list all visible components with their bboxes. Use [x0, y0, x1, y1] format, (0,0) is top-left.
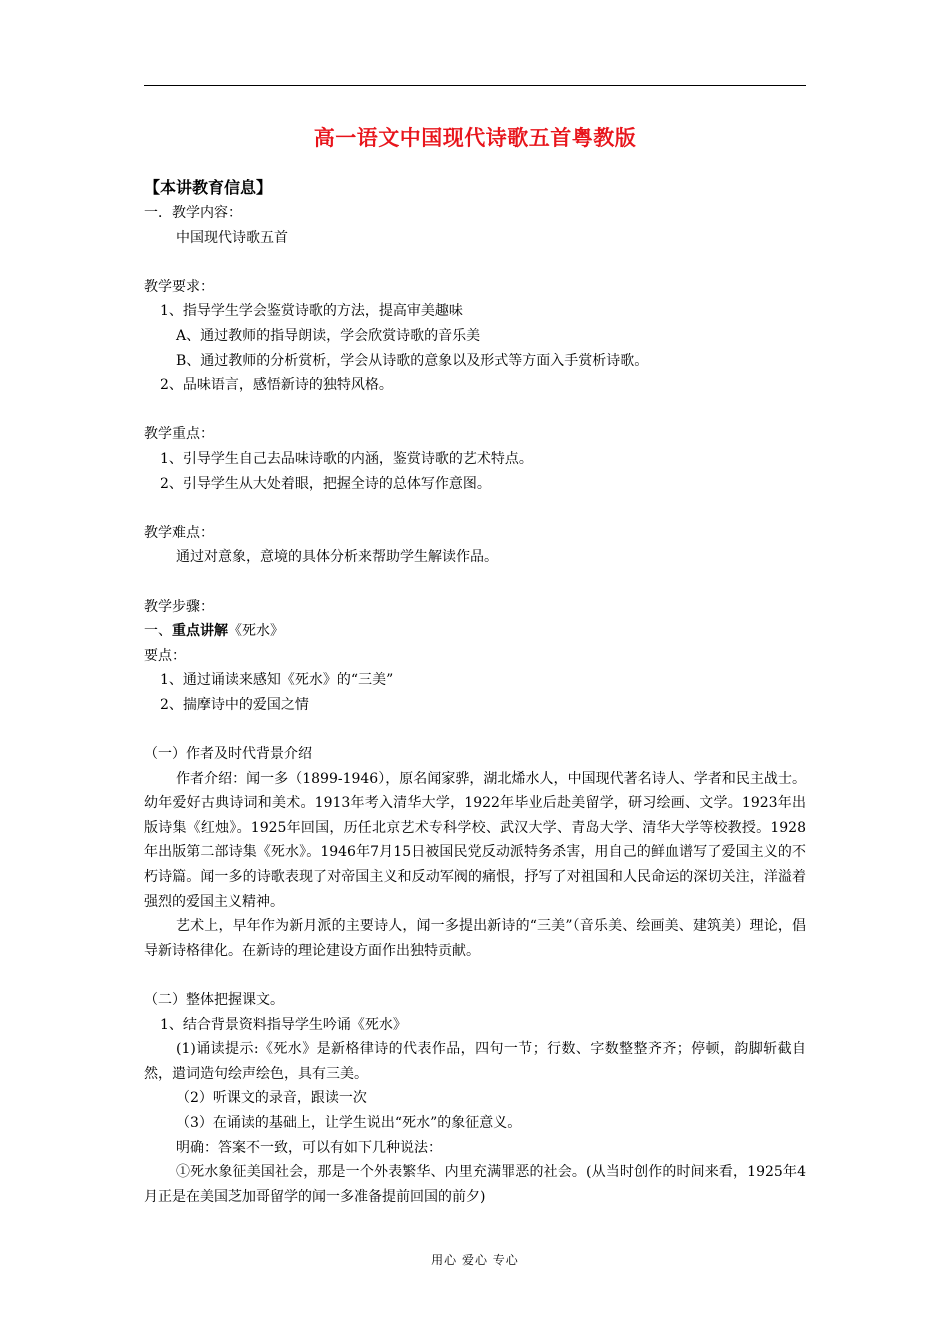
difficulties-text: 通过对意象，意境的具体分析来帮助学生解读作品。 [176, 549, 498, 566]
reading-tip: (1)诵读提示:《死水》是新格律诗的代表作品，四句一节；行数、字数整整齐齐；停顿，韵脚斩截自然，遣词造句绘声绘色，具有三美。 [144, 1041, 806, 1082]
requirement-item: 2、品味语言，感悟新诗的独特风格。 [160, 377, 393, 394]
content-value: 中国现代诗歌五首 [176, 229, 288, 246]
difficulties-label: 教学难点： [144, 524, 214, 541]
part-title: 《死水》 [228, 623, 284, 640]
key-points-label: 教学重点： [144, 426, 214, 443]
author-heading: （一）作者及时代背景介绍 [144, 746, 312, 763]
steps-part-heading [144, 619, 806, 644]
overall-heading: （二）整体把握课文。 [144, 992, 284, 1008]
point-item: 2、揣摩诗中的爱国之情 [160, 696, 309, 713]
symbol-item: （3）在诵读的基础上，让学生说出“死水”的象征意义。 [176, 1114, 522, 1131]
key-point-item: 2、引导学生从大处着眼，把握全诗的总体写作意图。 [160, 475, 491, 492]
requirement-item: 1、指导学生学会鉴赏诗歌的方法，提高审美趣味 [160, 303, 463, 320]
requirements-label: 教学要求： [144, 278, 214, 295]
key-point-item: 1、引导学生自己去品味诗歌的内涵，鉴赏诗歌的艺术特点。 [160, 450, 533, 467]
content-label: 一．教学内容： [144, 205, 242, 221]
point-item: 1、通过诵读来感知《死水》的“三美” [160, 672, 394, 689]
section-header: 【本讲教育信息】 [144, 178, 273, 197]
part-bold: 重点讲解 [172, 623, 228, 640]
points-label: 要点： [144, 647, 186, 664]
steps-label: 教学步骤： [144, 598, 214, 615]
document-body [144, 175, 806, 1209]
requirement-item: B、通过教师的分析赏析，学会从诗歌的意象以及形式等方面入手赏析诗歌。 [176, 352, 649, 369]
overall-item: 1、结合背景资料指导学生吟诵《死水》 [160, 1016, 407, 1033]
document-title: 高一语文中国现代诗歌五首粤教版 [313, 125, 637, 150]
answer-paragraph: ①死水象征美国社会，那是一个外表繁华、内里充满罪恶的社会。(从当时创作的时间来看，1925年4月正是在美国芝加哥留学的闻一多准备提前回国的前夕) [144, 1164, 806, 1205]
header-rule [144, 85, 806, 86]
requirement-item: A、通过教师的指导朗读，学会欣赏诗歌的音乐美 [176, 327, 481, 344]
art-paragraph: 艺术上，早年作为新月派的主要诗人，闻一多提出新诗的“三美”（音乐美、绘画美、建筑美）理论，倡导新诗格律化。在新诗的理论建设方面作出独特贡献。 [144, 918, 806, 959]
part-prefix: 一、 [144, 623, 172, 640]
clarify-line: 明确：答案不一致，可以有如下几种说法： [176, 1139, 442, 1156]
author-paragraph: 作者介绍：闻一多（1899-1946），原名闻家骅，湖北烯水人，中国现代著名诗人、学者和民主战士。幼年爱好古典诗词和美术。1913年考入清华大学，1922年毕业后赴美留学，研习绘画、文学。1923年出版诗集《红烛》。1925年回国，历任北京艺术专科学校、武汉大学、青岛大学、清华大学等校教授。1928年出版第二部诗集《死水》。1946年7月15日被国民党反动派特务杀害，用自己的鲜血谱写了爱国主义的不朽诗篇。闻一多的诗歌表现了对帝国主义和反动军阀的痛恨，抒写了对祖国和人民命运的深切关注，洋溢着强烈的爱国主义精神。 [144, 770, 806, 910]
page-footer: 用心 爱心 专心 [431, 1253, 519, 1267]
listen-item: （2）听课文的录音，跟读一次 [176, 1090, 367, 1107]
